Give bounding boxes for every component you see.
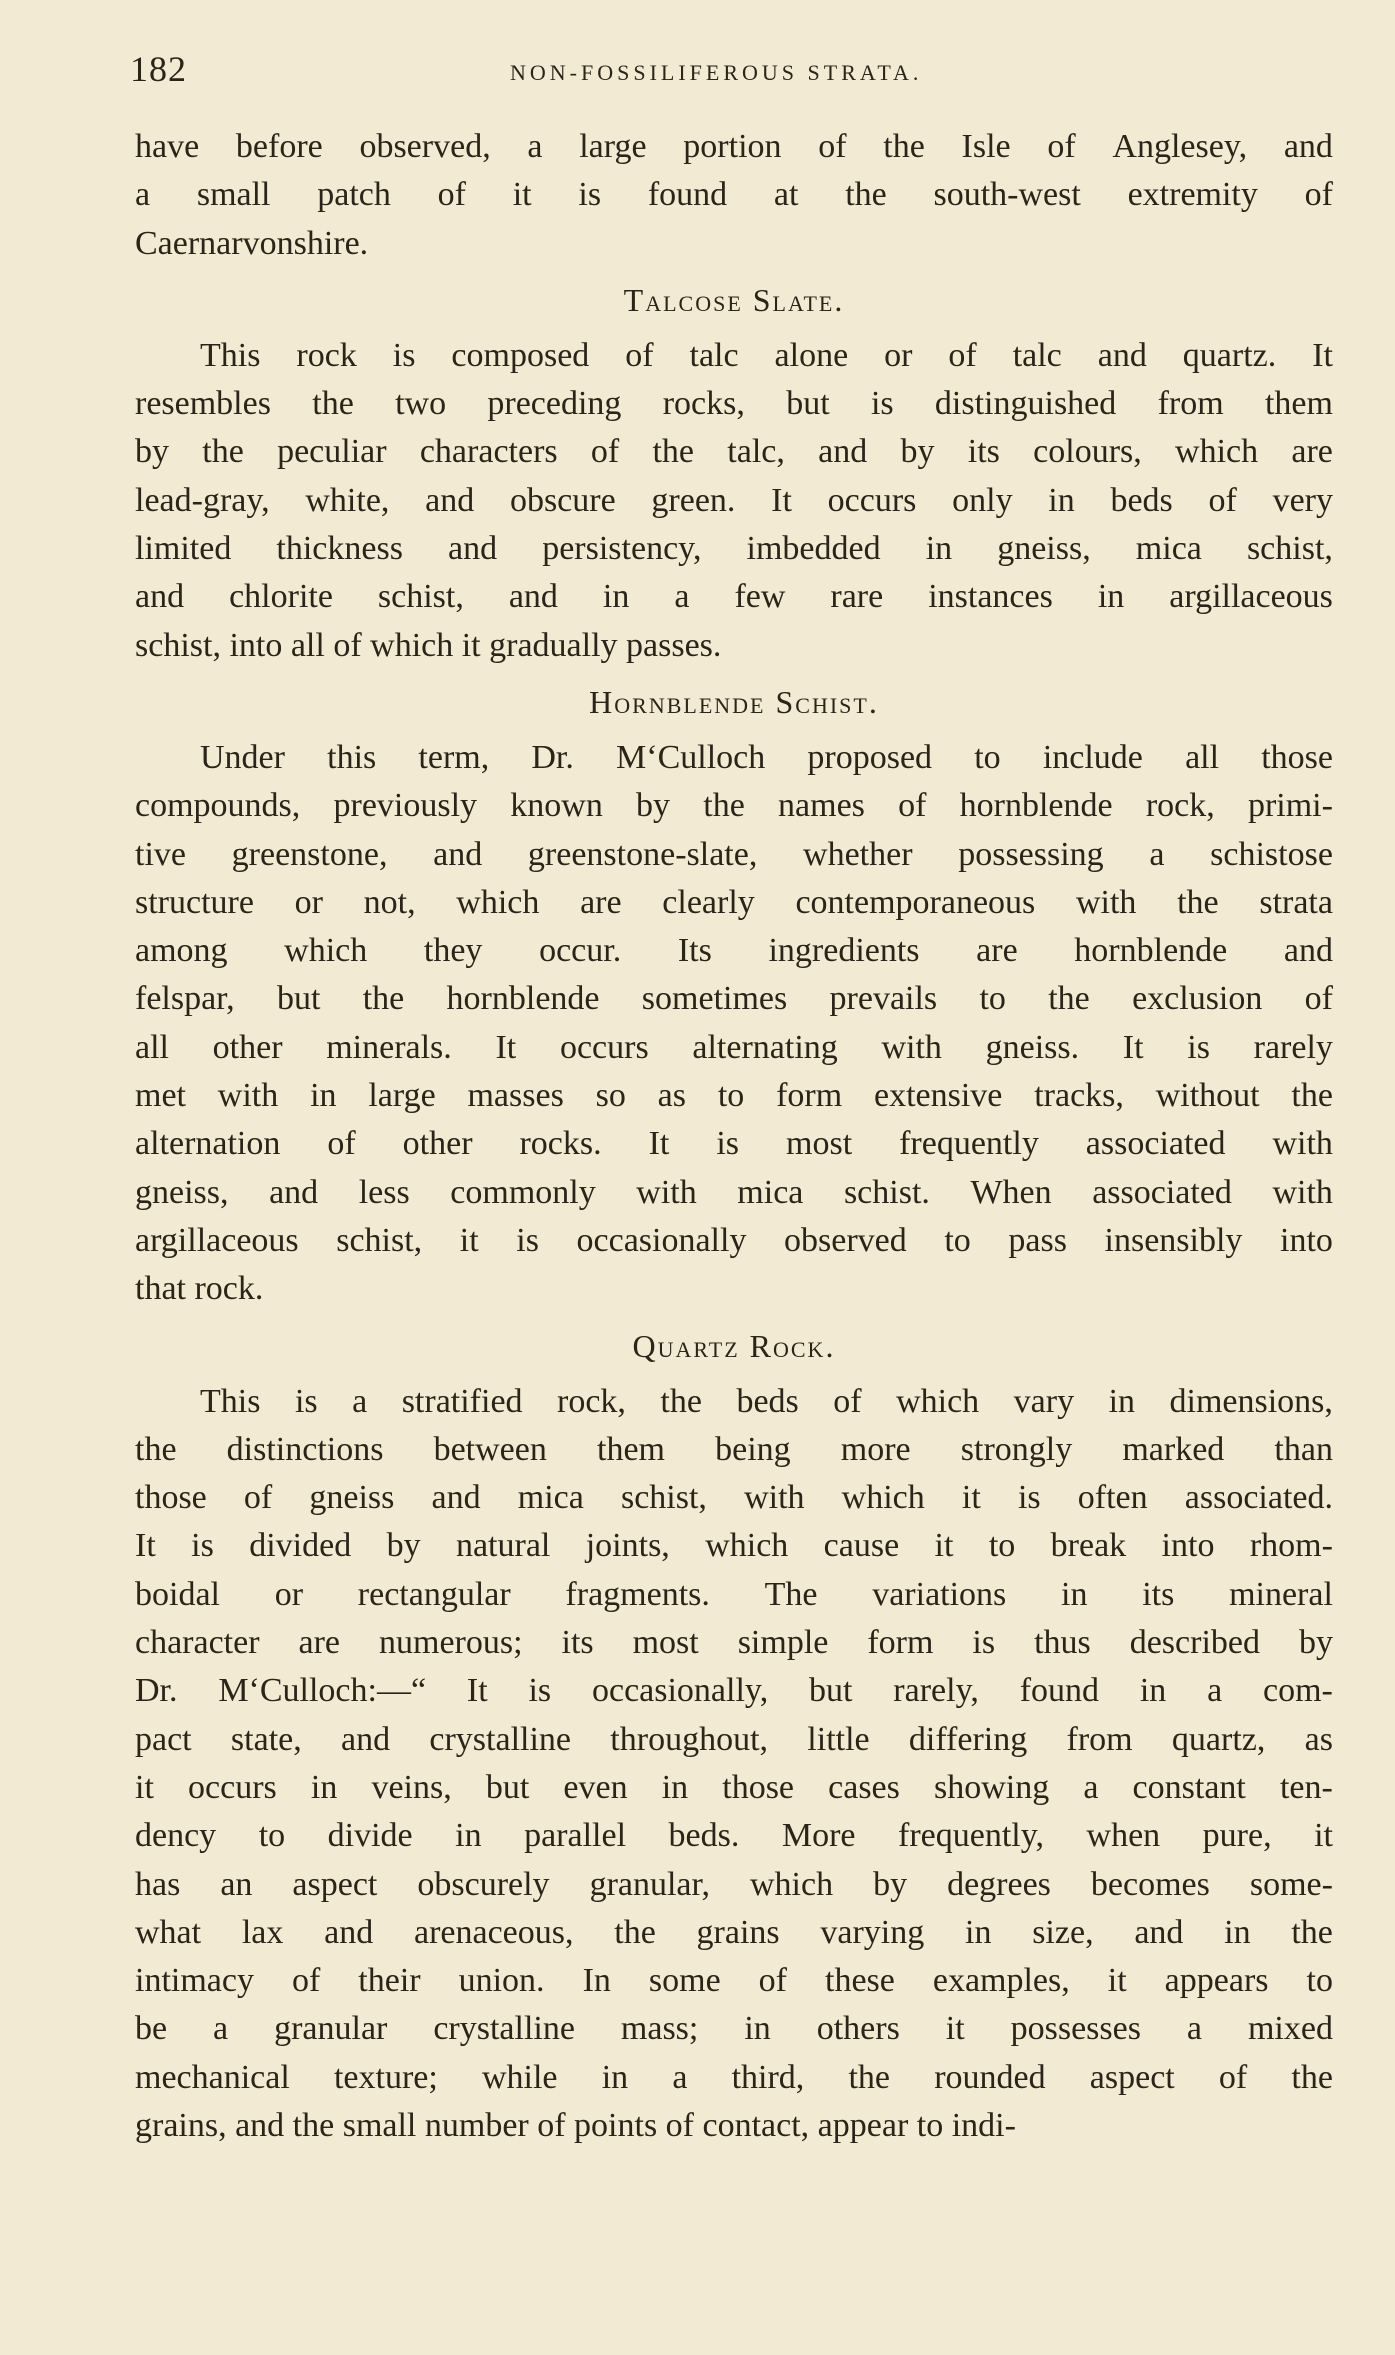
text-line: be a granular crystalline mass; in others it possesses a mixed	[135, 2010, 1333, 2048]
text-line: among which they occur. Its ingredients are hornblende and	[135, 932, 1333, 970]
text-line: resembles the two preceding rocks, but is distinguished from them	[135, 385, 1333, 423]
text-line: character are numerous; its most simple form is thus described by	[135, 1624, 1333, 1662]
text-line: a small patch of it is found at the south-west extremity of	[135, 176, 1333, 214]
text-line: intimacy of their union. In some of these examples, it appears to	[135, 1962, 1333, 2000]
running-title: NON-FOSSILIFEROUS STRATA.	[510, 60, 923, 85]
text-line: alternation of other rocks. It is most frequently associated with	[135, 1125, 1333, 1163]
text-line: gneiss, and less commonly with mica schist. When associated with	[135, 1173, 1333, 1211]
text-line: that rock.	[135, 1270, 264, 1308]
text-line: tive greenstone, and greenstone-slate, whether possessing a schistose	[135, 835, 1333, 873]
running-head	[130, 48, 1345, 98]
text-line: lead-gray, white, and obscure green. It occurs only in beds of very	[135, 481, 1333, 519]
text-line: have before observed, a large portion of the Isle of Anglesey, and	[135, 128, 1333, 165]
body-text	[135, 123, 1333, 2150]
text-line: structure or not, which are clearly contemporaneous with the strata	[135, 883, 1333, 921]
text-line: Caernarvonshire.	[135, 224, 369, 262]
text-line: pact state, and crystalline throughout, little differing from quartz, as	[135, 1720, 1333, 1758]
text-line: has an aspect obscurely granular, which by degrees becomes some-	[135, 1865, 1333, 1903]
text-line: felspar, but the hornblende sometimes prevails to the exclusion of	[135, 980, 1333, 1018]
text-line: those of gneiss and mica schist, with which it is often associated.	[135, 1479, 1333, 1517]
text-line: Under this term, Dr. M‘Culloch proposed to include all those	[200, 738, 1333, 776]
text-line: boidal or rectangular fragments. The variations in its mineral	[135, 1575, 1333, 1613]
text-line: the distinctions between them being more strongly marked than	[135, 1430, 1333, 1468]
text-line: compounds, previously known by the names of hornblende rock, primi-	[135, 787, 1333, 825]
page-number: 182	[130, 49, 187, 89]
text-line: mechanical texture; while in a third, the rounded aspect of the	[135, 2058, 1333, 2096]
text-line: limited thickness and persistency, imbedded in gneiss, mica schist,	[135, 530, 1333, 568]
text-line: dency to divide in parallel beds. More frequently, when pure, it	[135, 1817, 1333, 1855]
text-line: and chlorite schist, and in a few rare instances in argillaceous	[135, 578, 1333, 616]
text-line: argillaceous schist, it is occasionally observed to pass insensibly into	[135, 1221, 1333, 1259]
text-line: schist, into all of which it gradually passes.	[135, 626, 722, 664]
text-line: This rock is composed of talc alone or of talc and quartz. It	[200, 336, 1333, 374]
text-line: by the peculiar characters of the talc, and by its colours, which are	[135, 433, 1333, 471]
text-line: all other minerals. It occurs alternating with gneiss. It is rarely	[135, 1028, 1333, 1066]
text-line: This is a stratified rock, the beds of which vary in dimensions,	[200, 1382, 1333, 1420]
text-line: grains, and the small number of points of contact, appear to indi-	[135, 2106, 1016, 2144]
text-line: it occurs in veins, but even in those cases showing a constant ten-	[135, 1768, 1333, 1806]
section-heading-talcose-slate: Talcose Slate.	[623, 281, 845, 318]
text-line: Dr. M‘Culloch:—“ It is occasionally, but rarely, found in a com-	[135, 1672, 1333, 1710]
section-heading-quartz-rock: Quartz Rock.	[632, 1327, 836, 1364]
text-line: It is divided by natural joints, which cause it to break into rhom-	[135, 1527, 1333, 1565]
text-line: met with in large masses so as to form extensive tracks, without the	[135, 1077, 1333, 1115]
text-line: what lax and arenaceous, the grains varying in size, and in the	[135, 1913, 1333, 1951]
section-heading-hornblende-schist: Hornblende Schist.	[589, 683, 879, 720]
